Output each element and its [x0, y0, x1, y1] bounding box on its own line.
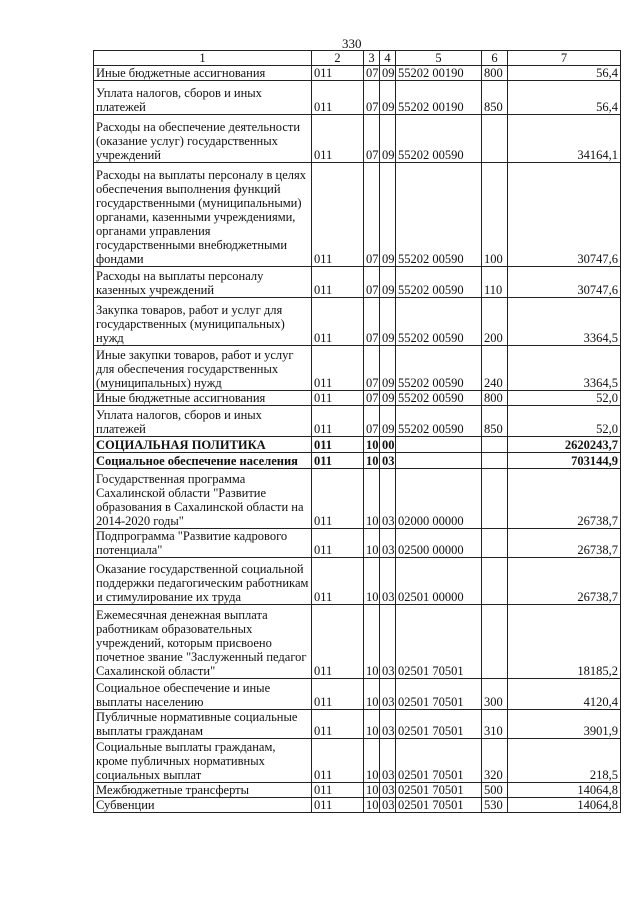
row-c2-cell: 011	[312, 115, 364, 163]
row-c5-cell: 55202 00590	[396, 298, 482, 346]
header-cell: 6	[482, 51, 508, 66]
row-c6-cell: 850	[482, 406, 508, 437]
header-cell: 7	[508, 51, 621, 66]
row-c6-cell	[482, 605, 508, 679]
header-cell: 1	[94, 51, 312, 66]
row-c2-cell: 011	[312, 81, 364, 115]
row-c6-cell	[482, 558, 508, 605]
row-c7-cell: 4120,4	[508, 679, 621, 710]
row-c4-cell: 03	[380, 605, 396, 679]
row-c5-cell: 02501 70501	[396, 739, 482, 783]
row-c7-cell: 14064,8	[508, 798, 621, 813]
header-cell: 2	[312, 51, 364, 66]
table-row	[94, 783, 621, 798]
row-c2-cell: 011	[312, 469, 364, 529]
row-c3-cell: 10	[364, 437, 380, 453]
row-c5-cell: 55202 00590	[396, 406, 482, 437]
row-c7-cell: 52,0	[508, 406, 621, 437]
table-row	[94, 406, 621, 437]
table-row	[94, 453, 621, 469]
row-c7-cell: 30747,6	[508, 163, 621, 267]
row-name-cell: Уплата налогов, сборов и иных платежей	[94, 406, 312, 437]
row-c4-cell: 03	[380, 798, 396, 813]
table-row	[94, 558, 621, 605]
row-name-cell: Закупка товаров, работ и услуг для государственных (муниципальных) нужд	[94, 298, 312, 346]
row-c5-cell: 55202 00590	[396, 267, 482, 298]
row-c2-cell: 011	[312, 739, 364, 783]
table-row	[94, 739, 621, 783]
row-c3-cell: 10	[364, 605, 380, 679]
row-c3-cell: 07	[364, 81, 380, 115]
row-c7-cell: 18185,2	[508, 605, 621, 679]
row-c4-cell: 09	[380, 346, 396, 391]
row-c2-cell: 011	[312, 163, 364, 267]
row-c3-cell: 10	[364, 739, 380, 783]
row-c3-cell: 10	[364, 469, 380, 529]
row-name-cell: Подпрограмма "Развитие кадрового потенциала"	[94, 529, 312, 558]
row-c6-cell	[482, 437, 508, 453]
row-c7-cell: 3901,9	[508, 710, 621, 739]
row-c4-cell: 03	[380, 529, 396, 558]
row-c5-cell: 02501 70501	[396, 710, 482, 739]
header-cell: 5	[396, 51, 482, 66]
table-row	[94, 605, 621, 679]
row-c5-cell	[396, 437, 482, 453]
row-c2-cell: 011	[312, 298, 364, 346]
row-name-cell: Иные бюджетные ассигнования	[94, 66, 312, 81]
row-c2-cell: 011	[312, 798, 364, 813]
row-name-cell: Расходы на выплаты персоналу казенных учреждений	[94, 267, 312, 298]
header-cell: 3	[364, 51, 380, 66]
row-c3-cell: 10	[364, 529, 380, 558]
row-c4-cell: 03	[380, 739, 396, 783]
row-c6-cell: 800	[482, 391, 508, 406]
table-row	[94, 710, 621, 739]
row-c5-cell: 55202 00590	[396, 115, 482, 163]
row-c4-cell: 09	[380, 391, 396, 406]
row-name-cell: Оказание государственной социальной поддержки педагогическим работникам и стимулирование их труда	[94, 558, 312, 605]
row-c2-cell: 011	[312, 346, 364, 391]
table-row	[94, 346, 621, 391]
row-c2-cell: 011	[312, 679, 364, 710]
row-name-cell: Государственная программа Сахалинской области "Развитие образования в Сахалинской области на 2014-2020 годы"	[94, 469, 312, 529]
row-c4-cell: 03	[380, 453, 396, 469]
row-c4-cell: 09	[380, 66, 396, 81]
row-c4-cell: 09	[380, 406, 396, 437]
row-name-cell: Социальное обеспечение населения	[94, 453, 312, 469]
row-c6-cell	[482, 529, 508, 558]
table-row	[94, 115, 621, 163]
row-c6-cell: 800	[482, 66, 508, 81]
row-c3-cell: 07	[364, 346, 380, 391]
row-c4-cell: 09	[380, 115, 396, 163]
row-c5-cell: 55202 00590	[396, 391, 482, 406]
row-c2-cell: 011	[312, 783, 364, 798]
row-c3-cell: 07	[364, 267, 380, 298]
table-row	[94, 391, 621, 406]
row-c3-cell: 10	[364, 783, 380, 798]
row-c6-cell	[482, 115, 508, 163]
table-row	[94, 163, 621, 267]
row-c5-cell: 02501 70501	[396, 798, 482, 813]
row-c2-cell: 011	[312, 529, 364, 558]
row-c7-cell: 34164,1	[508, 115, 621, 163]
row-c7-cell: 218,5	[508, 739, 621, 783]
table-row	[94, 469, 621, 529]
row-c2-cell: 011	[312, 558, 364, 605]
row-c5-cell: 02501 70501	[396, 783, 482, 798]
row-c4-cell: 03	[380, 469, 396, 529]
row-c5-cell: 55202 00190	[396, 81, 482, 115]
row-c5-cell: 02501 70501	[396, 605, 482, 679]
row-name-cell: Межбюджетные трансферты	[94, 783, 312, 798]
row-c6-cell: 200	[482, 298, 508, 346]
row-c4-cell: 09	[380, 81, 396, 115]
row-c6-cell: 300	[482, 679, 508, 710]
row-c7-cell: 3364,5	[508, 298, 621, 346]
row-c5-cell: 02500 00000	[396, 529, 482, 558]
row-c3-cell: 07	[364, 115, 380, 163]
row-c4-cell: 00	[380, 437, 396, 453]
row-name-cell: Социальное обеспечение и иные выплаты населению	[94, 679, 312, 710]
row-c7-cell: 3364,5	[508, 346, 621, 391]
row-c7-cell: 30747,6	[508, 267, 621, 298]
budget-table	[93, 50, 621, 813]
row-c6-cell: 530	[482, 798, 508, 813]
row-c7-cell: 2620243,7	[508, 437, 621, 453]
row-c3-cell: 07	[364, 163, 380, 267]
row-name-cell: Ежемесячная денежная выплата работникам образовательных учреждений, которым присвоено почетное звание "Заслуженный педагог Сахалинской области"	[94, 605, 312, 679]
row-c2-cell: 011	[312, 605, 364, 679]
row-c6-cell: 240	[482, 346, 508, 391]
row-c2-cell: 011	[312, 406, 364, 437]
row-c7-cell: 26738,7	[508, 469, 621, 529]
row-c3-cell: 10	[364, 558, 380, 605]
row-c3-cell: 07	[364, 406, 380, 437]
row-c6-cell	[482, 469, 508, 529]
row-c2-cell: 011	[312, 453, 364, 469]
row-name-cell: Уплата налогов, сборов и иных платежей	[94, 81, 312, 115]
row-c2-cell: 011	[312, 710, 364, 739]
table-row	[94, 267, 621, 298]
row-c6-cell	[482, 453, 508, 469]
table-row	[94, 298, 621, 346]
header-cell: 4	[380, 51, 396, 66]
row-c5-cell: 55202 00590	[396, 346, 482, 391]
row-c4-cell: 09	[380, 298, 396, 346]
row-c5-cell: 02501 70501	[396, 679, 482, 710]
row-name-cell: Публичные нормативные социальные выплаты гражданам	[94, 710, 312, 739]
row-c3-cell: 07	[364, 391, 380, 406]
row-name-cell: Иные закупки товаров, работ и услуг для обеспечения государственных (муниципальных) нужд	[94, 346, 312, 391]
row-c6-cell: 310	[482, 710, 508, 739]
row-c2-cell: 011	[312, 66, 364, 81]
row-c3-cell: 07	[364, 66, 380, 81]
table-row	[94, 529, 621, 558]
row-c4-cell: 09	[380, 267, 396, 298]
row-c3-cell: 07	[364, 298, 380, 346]
row-name-cell: Расходы на обеспечение деятельности (оказание услуг) государственных учреждений	[94, 115, 312, 163]
row-c7-cell: 56,4	[508, 81, 621, 115]
row-c3-cell: 10	[364, 798, 380, 813]
row-c6-cell: 110	[482, 267, 508, 298]
row-c4-cell: 09	[380, 163, 396, 267]
table-row	[94, 81, 621, 115]
row-c6-cell: 850	[482, 81, 508, 115]
row-c2-cell: 011	[312, 267, 364, 298]
row-name-cell: Иные бюджетные ассигнования	[94, 391, 312, 406]
header-row	[94, 51, 621, 66]
row-c6-cell: 100	[482, 163, 508, 267]
page-number: 330	[342, 36, 362, 51]
row-c5-cell	[396, 453, 482, 469]
row-c3-cell: 10	[364, 453, 380, 469]
row-c4-cell: 03	[380, 558, 396, 605]
row-c4-cell: 03	[380, 679, 396, 710]
row-name-cell: СОЦИАЛЬНАЯ ПОЛИТИКА	[94, 437, 312, 453]
row-c3-cell: 10	[364, 710, 380, 739]
row-c7-cell: 26738,7	[508, 558, 621, 605]
row-name-cell: Социальные выплаты гражданам, кроме публичных нормативных социальных выплат	[94, 739, 312, 783]
row-c5-cell: 02501 00000	[396, 558, 482, 605]
row-name-cell: Субвенции	[94, 798, 312, 813]
row-c7-cell: 56,4	[508, 66, 621, 81]
row-c5-cell: 02000 00000	[396, 469, 482, 529]
row-c6-cell: 500	[482, 783, 508, 798]
row-name-cell: Расходы на выплаты персоналу в целях обеспечения выполнения функций государственными (муниципальными) органами, казенными учреждениями, органами управления государственными внебюджетными фондами	[94, 163, 312, 267]
row-c7-cell: 703144,9	[508, 453, 621, 469]
row-c7-cell: 52,0	[508, 391, 621, 406]
row-c7-cell: 14064,8	[508, 783, 621, 798]
row-c4-cell: 03	[380, 783, 396, 798]
row-c6-cell: 320	[482, 739, 508, 783]
row-c5-cell: 55202 00590	[396, 163, 482, 267]
table-row	[94, 66, 621, 81]
row-c5-cell: 55202 00190	[396, 66, 482, 81]
row-c3-cell: 10	[364, 679, 380, 710]
row-c2-cell: 011	[312, 437, 364, 453]
table-row	[94, 679, 621, 710]
table-row	[94, 437, 621, 453]
row-c4-cell: 03	[380, 710, 396, 739]
row-c2-cell: 011	[312, 391, 364, 406]
row-c7-cell: 26738,7	[508, 529, 621, 558]
table-row	[94, 798, 621, 813]
